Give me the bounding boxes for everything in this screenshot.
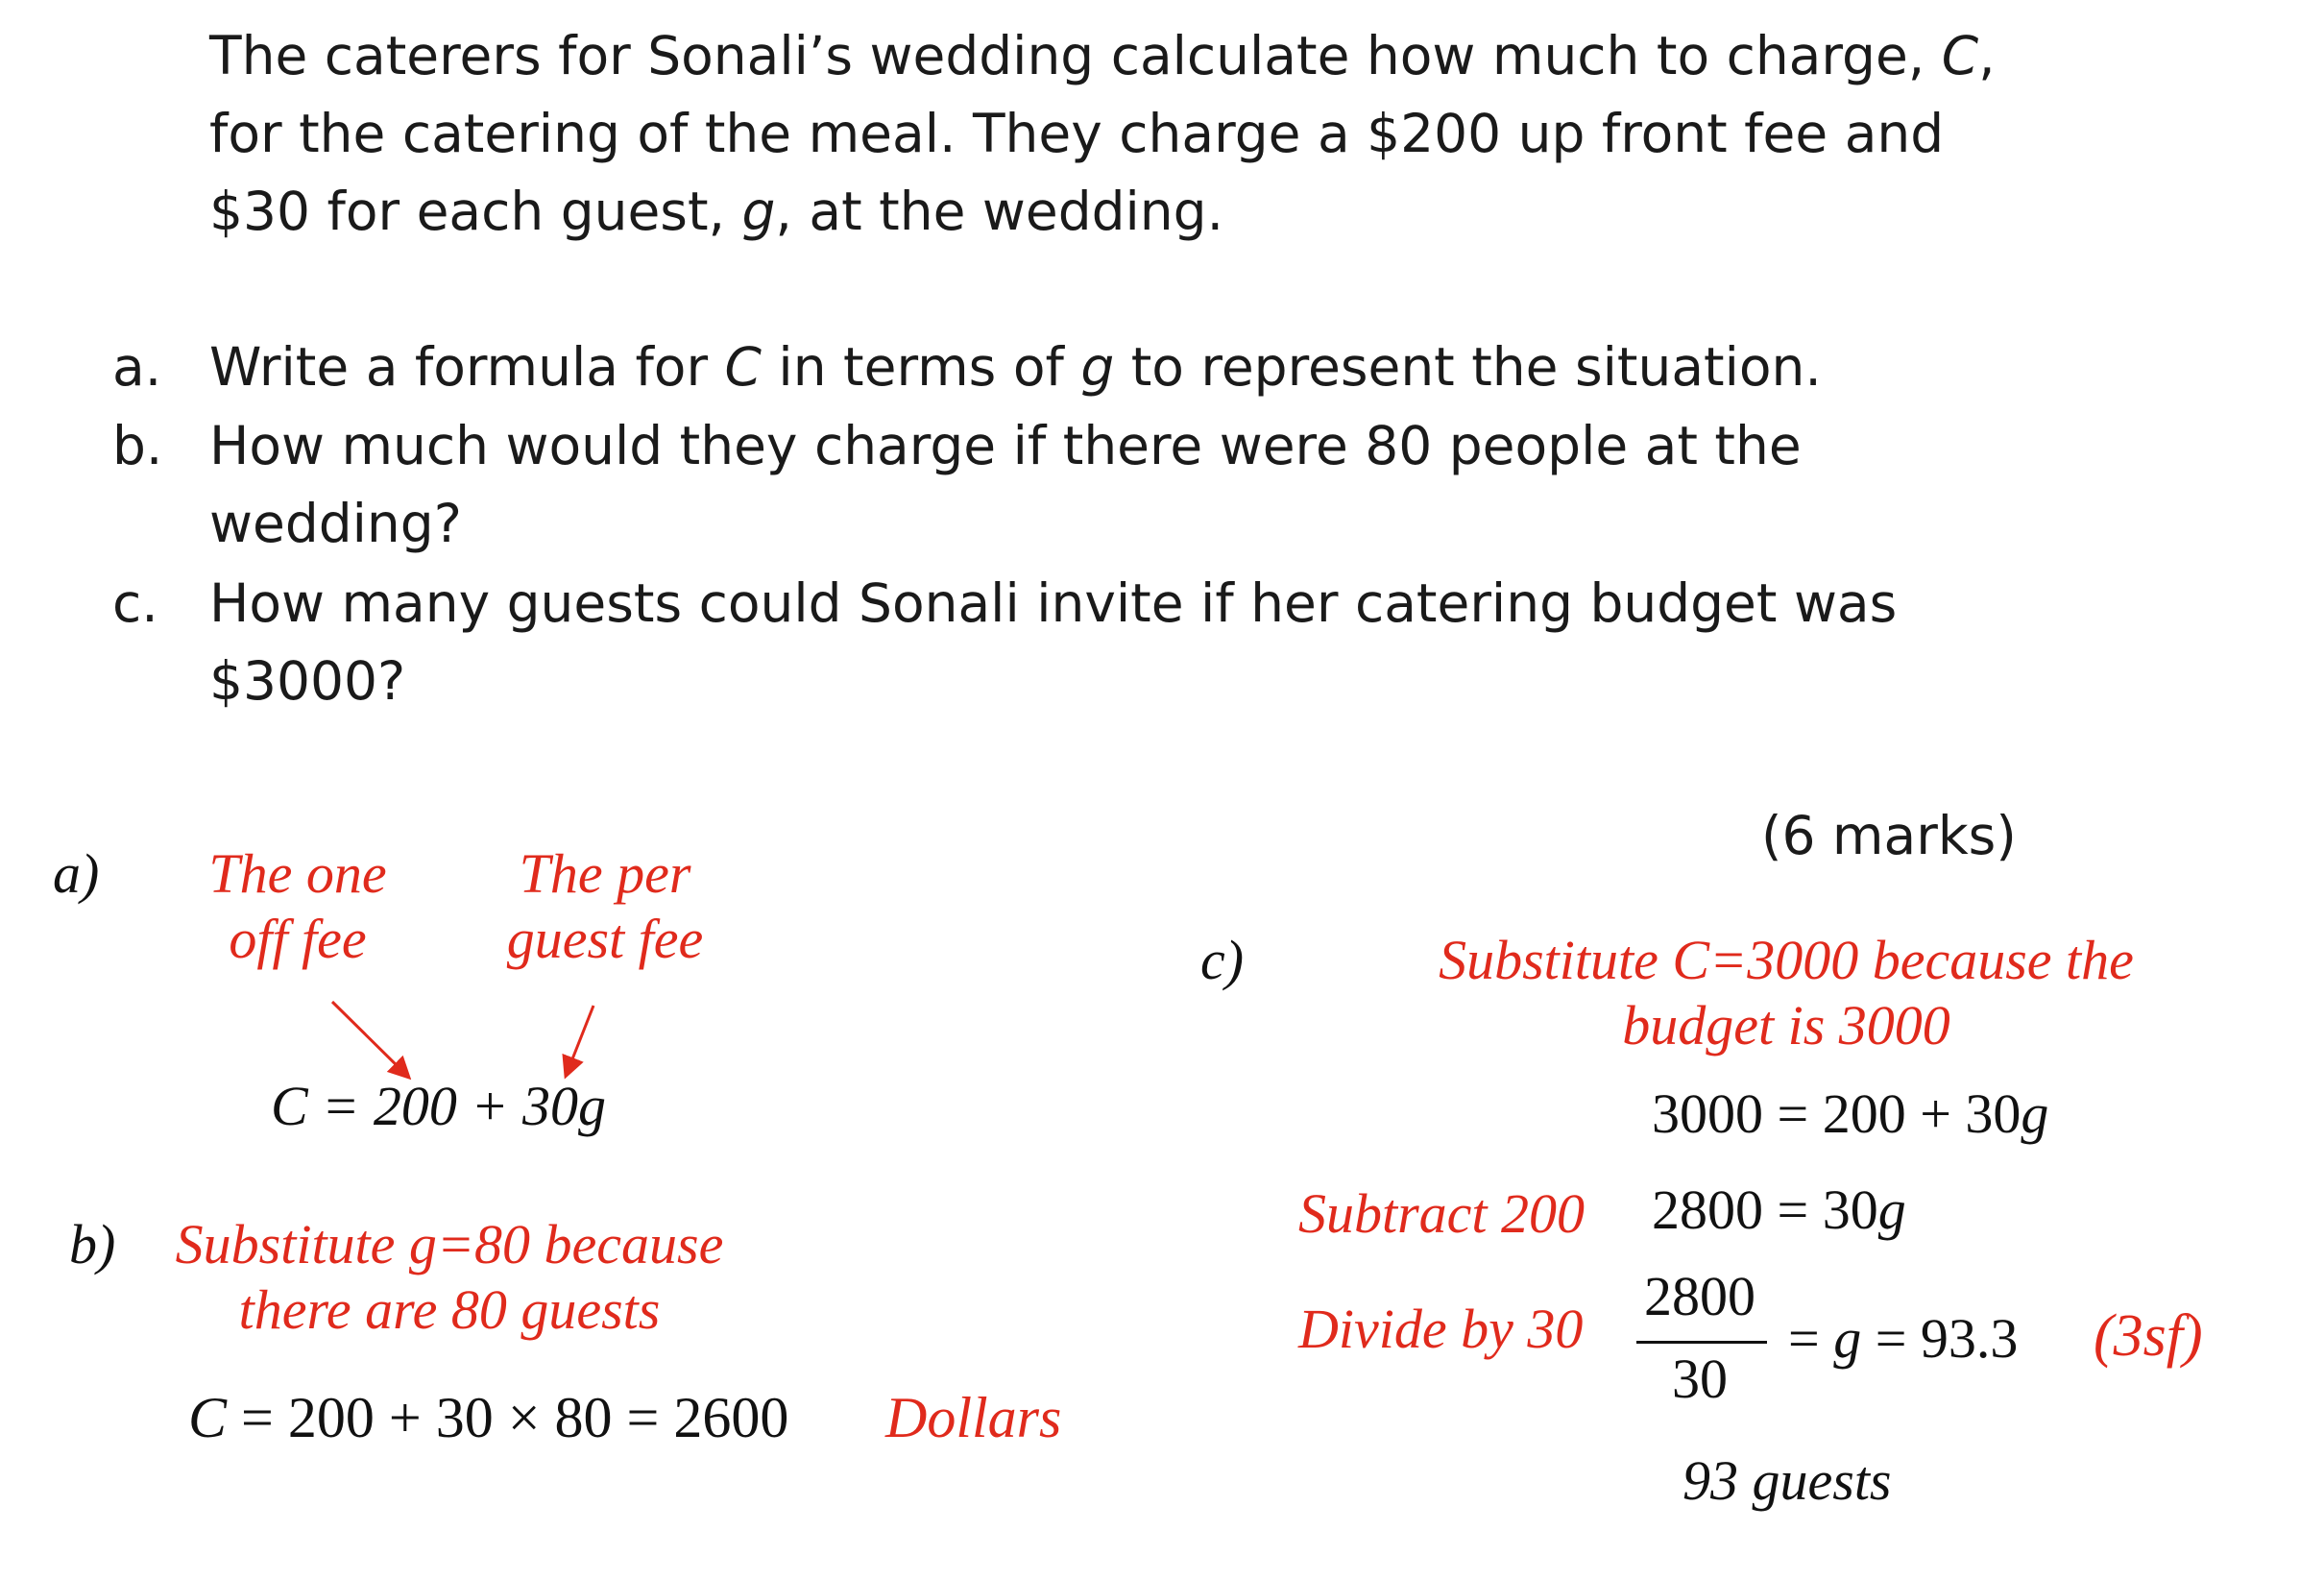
part-a-text: Write a formula for C in terms of g to represent the situation. xyxy=(209,336,1822,398)
intro-line-1: The caterers for Sonali’s wedding calculate how much to charge, C, xyxy=(209,25,1996,86)
fraction-numerator: 2800 xyxy=(1644,1265,1755,1327)
arrow-per-guest-fee xyxy=(567,1006,593,1074)
unit-dollars: Dollars xyxy=(885,1386,1062,1449)
equation-c-1: 3000 = 200 + 30g xyxy=(1652,1082,2049,1145)
working-b: C = 200 + 30 × 80 = 2600 xyxy=(188,1386,789,1449)
solution-a-label: a) xyxy=(53,842,100,905)
marks-label: (6 marks) xyxy=(1761,805,2017,866)
part-c-line-1: How many guests could Sonali invite if her catering budget was xyxy=(209,572,1898,634)
intro-line-2: for the catering of the meal. They charge a $200 up front fee and xyxy=(209,103,1945,164)
fraction-denominator: 30 xyxy=(1672,1348,1728,1410)
formula-a: C = 200 + 30g xyxy=(271,1075,606,1137)
note-substitute-g: Substitute g=80 because there are 80 guests xyxy=(175,1213,724,1341)
arrow-one-off-fee xyxy=(332,1002,407,1076)
sig-fig-note: (3sf) xyxy=(2094,1303,2203,1369)
note-substitute-C: Substitute C=3000 because the budget is 3000 xyxy=(1439,929,2134,1057)
part-b-line-2: wedding? xyxy=(209,493,462,554)
note-per-guest-fee: The per guest fee xyxy=(506,842,704,970)
fraction-bar xyxy=(1636,1341,1767,1344)
step-divide-by-30: Divide by 30 xyxy=(1298,1298,1584,1360)
solution-c-label: c) xyxy=(1200,929,1245,991)
part-b-line-1: How much would they charge if there were 80 people at the xyxy=(209,415,1802,476)
part-b-letter: b. xyxy=(112,415,163,476)
part-c-letter: c. xyxy=(112,572,158,634)
part-a-letter: a. xyxy=(112,336,162,398)
step-subtract-200: Subtract 200 xyxy=(1298,1182,1586,1245)
intro-line-3: $30 for each guest, g, at the wedding. xyxy=(209,181,1224,242)
equation-c-2: 2800 = 30g xyxy=(1652,1178,1906,1241)
part-c-line-2: $3000? xyxy=(209,650,406,712)
answer-c: 93 guests xyxy=(1682,1449,1892,1512)
note-one-off-fee: The one off fee xyxy=(208,842,387,970)
solution-b-label: b) xyxy=(69,1213,116,1275)
equation-c-3: = g = 93.3 xyxy=(1788,1307,2019,1370)
